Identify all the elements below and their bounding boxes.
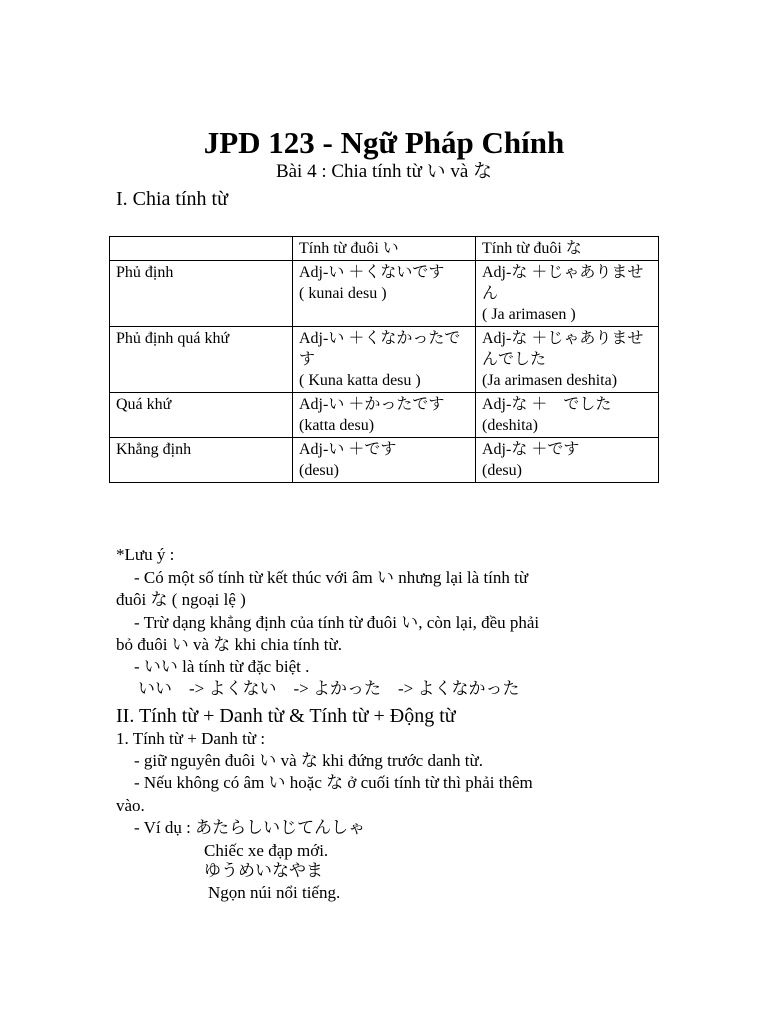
table-header-cell: Tính từ đuôi な — [476, 237, 659, 261]
na-reading: ( Ja arimasen ) — [482, 306, 576, 323]
table-row — [110, 327, 659, 393]
example-translation: Ngọn núi nổi tiếng. — [208, 883, 341, 902]
section-1-heading: I. Chia tính từ — [116, 188, 228, 210]
rule-line: vào. — [116, 796, 145, 815]
na-adjective-cell — [476, 393, 659, 438]
na-adjective-cell — [476, 261, 659, 327]
table-header-cell: Tính từ đuôi い — [293, 237, 476, 261]
adjective-conjugation-table — [109, 236, 659, 483]
note-line: - いい là tính từ đặc biệt . — [134, 657, 310, 676]
i-reading: (desu) — [299, 462, 339, 479]
na-reading: (Ja arimasen deshita) — [482, 372, 618, 389]
row-label: Phủ định — [110, 261, 293, 327]
row-label: Phủ định quá khứ — [110, 327, 293, 393]
na-form: Adj-な ＋じゃありませんでした — [482, 330, 644, 368]
notes-heading: *Lưu ý : — [116, 545, 175, 564]
example-japanese: ゆうめいなやま — [204, 861, 323, 880]
na-adjective-cell — [476, 438, 659, 483]
page-subtitle: Bài 4 : Chia tính từ い và な — [275, 161, 493, 182]
i-adjective-cell — [293, 393, 476, 438]
note-line: đuôi な ( ngoại lệ ) — [116, 590, 246, 609]
table-row — [110, 261, 659, 327]
i-adjective-cell — [293, 438, 476, 483]
row-label: Khẳng định — [110, 438, 293, 483]
row-label: Quá khứ — [110, 393, 293, 438]
i-adjective-cell — [293, 327, 476, 393]
example-translation: Chiếc xe đạp mới. — [204, 841, 329, 860]
rule-line: - giữ nguyên đuôi い và な khi đứng trước danh từ. — [134, 751, 483, 770]
note-line: bỏ đuôi い và な khi chia tính từ. — [116, 635, 342, 654]
i-adjective-cell — [293, 261, 476, 327]
i-reading: ( kunai desu ) — [299, 285, 387, 302]
table-header-cell — [110, 237, 293, 261]
na-form: Adj-な ＋ でした — [482, 396, 612, 413]
note-example-line: いい -> よくない -> よかった -> よくなかった — [138, 679, 520, 698]
rule-line: - Nếu không có âm い hoặc な ở cuối tính từ thì phải thêm — [134, 773, 533, 792]
na-form: Adj-な ＋です — [482, 441, 580, 458]
note-line: - Trừ dạng khẳng định của tính từ đuôi い, còn lại, đều phải — [134, 613, 540, 632]
i-reading: ( Kuna katta desu ) — [299, 372, 421, 389]
na-adjective-cell — [476, 327, 659, 393]
table-header-row — [110, 237, 659, 261]
section-2-heading: II. Tính từ + Danh từ & Tính từ + Động từ — [116, 705, 456, 727]
i-form: Adj-い ＋かったです — [299, 396, 445, 413]
i-form: Adj-い ＋です — [299, 441, 397, 458]
i-form: Adj-い ＋くないです — [299, 264, 445, 281]
i-reading: (katta desu) — [299, 417, 375, 434]
table-row — [110, 393, 659, 438]
section-2-subheading: 1. Tính từ + Danh từ : — [116, 729, 266, 748]
na-reading: (desu) — [482, 462, 522, 479]
table-row — [110, 438, 659, 483]
example-line: - Ví dụ : あたらしいじてんしゃ — [134, 818, 366, 837]
note-line: - Có một số tính từ kết thúc với âm い nhưng lại là tính từ — [134, 568, 529, 587]
i-form: Adj-い ＋くなかったです — [299, 330, 461, 368]
page-title: JPD 123 - Ngữ Pháp Chính — [203, 125, 565, 160]
na-reading: (deshita) — [482, 417, 538, 434]
na-form: Adj-な ＋じゃありません — [482, 264, 644, 302]
